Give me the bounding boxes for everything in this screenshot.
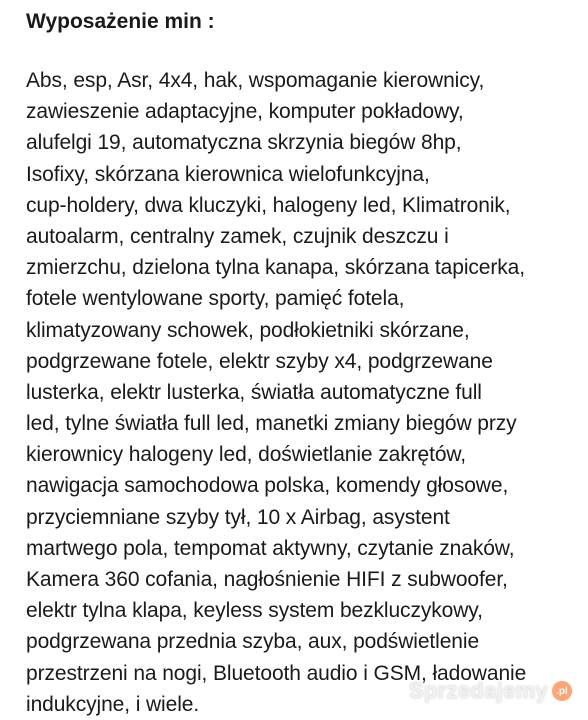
text-line: indukcyjne, i wiele. <box>26 692 200 716</box>
text-line: martwego pola, tempomat aktywny, czytanie znaków, <box>26 536 515 560</box>
text-line: led, tylne światła full led, manetki zmiany biegów przy <box>26 412 517 436</box>
equipment-list <box>26 65 586 720</box>
watermark-text: Sprzedajemy <box>408 678 548 703</box>
text-line: cup-holdery, dwa kluczyki, halogeny led, Klimatronik, <box>26 193 511 217</box>
text-line: nawigacja samochodowa polska, komendy głosowe, <box>26 474 509 498</box>
text-line: lusterka, elektr lusterka, światła automatyczne full <box>26 380 482 404</box>
text-line: elektr tylna klapa, keyless system bezkluczykowy, <box>26 599 483 623</box>
text-line: fotele wentylowane sporty, pamięć fotela, <box>26 287 405 311</box>
watermark-badge: .pl <box>552 681 572 701</box>
text-line: podgrzewana przednia szyba, aux, podświetlenie <box>26 630 480 654</box>
text-line: Isofixy, skórzana kierownica wielofunkcyjna, <box>26 162 430 186</box>
text-line: zawieszenie adaptacyjne, komputer pokładowy, <box>26 100 464 124</box>
text-line: przestrzeni na nogi, Bluetooth audio i GSM, ładowanie <box>26 661 527 685</box>
text-line: klimatyzowany schowek, podłokietniki skórzane, <box>26 318 470 342</box>
text-line: Kamera 360 cofania, nagłośnienie HIFI z subwoofer, <box>26 568 508 591</box>
equipment-heading: Wyposażenie min : <box>26 10 215 33</box>
text-line: alufelgi 19, automatyczna skrzynia biegów 8hp, <box>26 131 462 155</box>
text-line: kierownicy halogeny led, doświetlanie zakrętów, <box>26 443 467 467</box>
text-line: zmierzchu, dzielona tylna kanapa, skórzana tapicerka, <box>26 256 525 280</box>
text-line: autoalarm, centralny zamek, czujnik deszczu i <box>26 224 449 248</box>
sprzedajemy-watermark <box>409 678 572 704</box>
text-line: Abs, esp, Asr, 4x4, hak, wspomaganie kierownicy, <box>26 69 485 92</box>
text-line: podgrzewane fotele, elektr szyby x4, podgrzewane <box>26 349 493 373</box>
text-line: przyciemniane szyby tył, 10 x Airbag, asystent <box>26 505 450 529</box>
